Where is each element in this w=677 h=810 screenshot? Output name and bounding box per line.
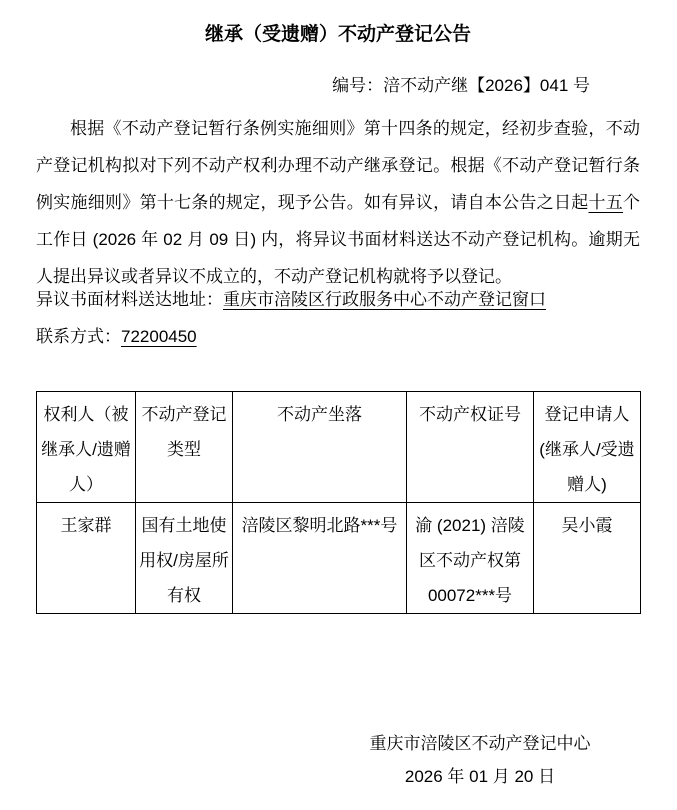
table-header-row — [37, 392, 641, 503]
objection-address-value: 重庆市涪陵区行政服务中心不动产登记窗口 — [223, 290, 546, 309]
objection-address-line — [36, 290, 640, 310]
contact-value: 72200450 — [121, 327, 197, 346]
cell-property-location: 涪陵区黎明北路***号 — [233, 503, 407, 614]
contact-label: 联系方式： — [36, 327, 121, 346]
header-registration-type: 不动产登记类型 — [136, 392, 233, 503]
header-certificate-number: 不动产权证号 — [407, 392, 534, 503]
content-column — [36, 0, 640, 787]
header-rights-holder: 权利人（被继承人/遗赠人） — [37, 392, 136, 503]
cell-registration-applicant: 吴小霞 — [534, 503, 641, 614]
issuing-organization: 重庆市涪陵区不动产登记中心 — [369, 734, 591, 753]
header-property-location: 不动产坐落 — [233, 392, 407, 503]
table-row — [37, 503, 641, 614]
signature-block — [320, 734, 640, 787]
cell-registration-type: 国有土地使用权/房屋所有权 — [136, 503, 233, 614]
notice-text-before: 根据《不动产登记暂行条例实施细则》第十四条的规定，经初步查验，不动产登记机构拟对下列不动产权利办理不动产继承登记。根据《不动产登记暂行条例实施细则》第十七条的规定，现予公告。如有异议，请自本公告之日起 — [36, 119, 640, 212]
registration-table — [36, 391, 641, 614]
notice-text-after: 个工作日 (2026 年 02 月 09 日) 内，将异议书面材料送达不动产登记机构。逾期无人提出异议或者异议不成立的，不动产登记机构就将予以登记。 — [36, 193, 640, 286]
contact-line — [36, 327, 640, 347]
notice-paragraph — [36, 110, 640, 295]
page-title: 继承（受遗赠）不动产登记公告 — [204, 24, 471, 45]
document-number: 编号：涪不动产继【2026】041 号 — [332, 76, 590, 95]
objection-address-label: 异议书面材料送达地址： — [36, 290, 223, 309]
cell-certificate-number: 渝 (2021) 涪陵区不动产权第00072***号 — [407, 503, 534, 614]
deadline-days-underlined: 十五 — [588, 193, 623, 212]
header-registration-applicant: 登记申请人 (继承人/受遗赠人) — [534, 392, 641, 503]
cell-rights-holder: 王家群 — [37, 503, 136, 614]
issue-date: 2026 年 01 月 20 日 — [404, 767, 556, 786]
